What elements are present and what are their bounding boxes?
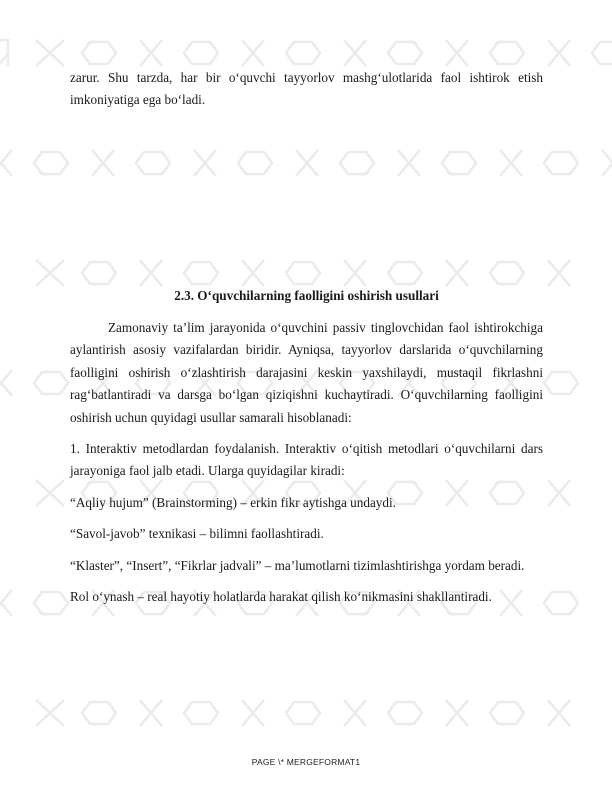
page-footer-field: PAGE \* MERGEFORMAT1 — [251, 757, 361, 767]
section-heading: 2.3. O‘quvchilarning faolligini oshirish usullari — [174, 288, 439, 303]
body-block — [70, 317, 543, 608]
point-1-paragraph: 1. Interaktiv metodlardan foydalanish. Interaktiv o‘qitish metodlari o‘quvchilarni dars jarayoniga faol jalb etadi. Ularga quyidagilar kiradi: — [70, 441, 543, 479]
list-item-brainstorm: “Aqliy hujum” (Brainstorming) – erkin fikr aytishga undaydi. — [70, 494, 396, 510]
list-item-savol-javob: “Savol-javob” texnikasi – bilimni faollashtiradi. — [70, 526, 324, 542]
intro-block — [70, 67, 543, 112]
main-paragraph: Zamonaviy ta’lim jarayonida o‘quvchini passiv tinglovchidan faol ishtirokchiga aylantirish asosiy vazifalardan biridir. Ayniqsa, tayyorlov darslarida o‘quvchilarning faolligini oshirish o‘zlashtirish darajasini keskin yaxshilaydi, mustaqil fikrlashni rag‘batlantiradi va darsga bo‘lgan qiziqishni kuchaytiradi. O‘quvchilarning faolligini oshirish uchun quyidagi usullar samarali hisoblanadi: — [70, 320, 543, 425]
list-item-rol-oynash: Rol o‘ynash – real hayotiy holatlarda harakat qilish ko‘nikmasini shakllantiradi. — [70, 589, 492, 605]
list-item-klaster: “Klaster”, “Insert”, “Fikrlar jadvali” – ma’lumotlarni tizimlashtirishga yordam beradi. — [70, 557, 525, 573]
intro-paragraph: zarur. Shu tarzda, har bir o‘quvchi tayyorlov mashg‘ulotlarida faol ishtirok etish imkoniyatiga ega bo‘ladi. — [70, 70, 543, 108]
